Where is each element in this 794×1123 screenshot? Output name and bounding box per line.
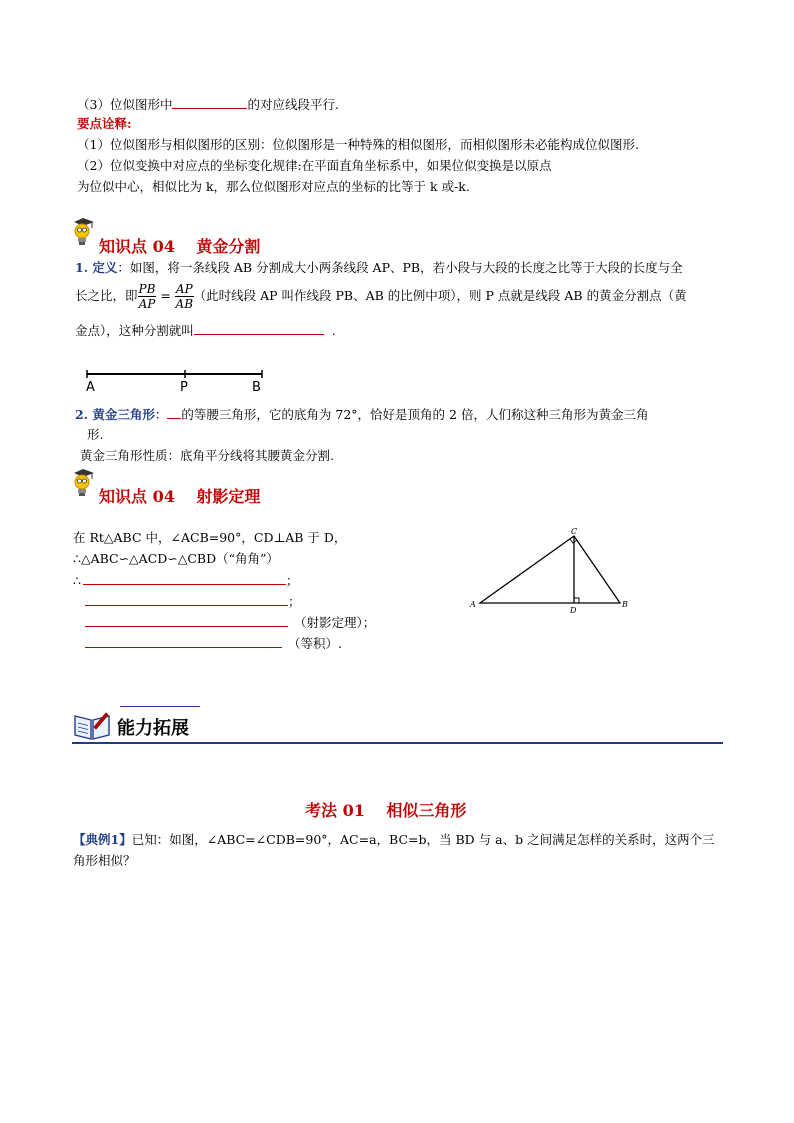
therefore-symbol: ∴	[73, 573, 81, 588]
key-points-title: 要点诠释:	[77, 116, 132, 131]
projection-line2: ∴△ABC∽△ACD∽△CBD（“角角”）	[73, 551, 279, 566]
golden-section-name-blank[interactable]	[194, 322, 324, 335]
example-line1	[73, 832, 715, 848]
golden-definition-line2-prefix: 长之比，即	[75, 288, 138, 303]
golden-definition-line3-prefix: 金点），这种分割就叫	[75, 323, 194, 338]
golden-triangle-blank[interactable]	[167, 406, 181, 419]
item-3-blank[interactable]	[172, 96, 247, 109]
golden-triangle-text: 的等腰三角形，它的底角为 72°，恰好是顶角的 2 倍，人们称这种三角形为黄金三角	[181, 407, 649, 422]
section-title: 能力拓展	[117, 718, 189, 739]
bulb-scholar-icon	[70, 216, 96, 248]
figure-label-c: C	[571, 527, 578, 536]
projection-line5	[85, 614, 375, 631]
projection-note-3: （射影定理）；	[294, 615, 376, 630]
golden-section-heading: 知识点 04 黄金分割	[99, 237, 261, 256]
projection-line4	[85, 593, 301, 610]
golden-triangle-property: 黄金三角形性质：底角平分线将其腰黄金分割.	[80, 448, 334, 463]
segment-ab-figure	[82, 366, 272, 396]
example-line2: 角形相似？	[73, 853, 136, 868]
projection-line3	[73, 572, 298, 589]
golden-definition-label: 1. 定义	[75, 260, 118, 275]
fraction-pb-ap	[138, 282, 157, 311]
fraction-pb-ap-denominator: AP	[138, 296, 156, 311]
segment-label-a: A	[86, 380, 95, 395]
golden-triangle-line2: 形.	[87, 427, 104, 442]
fraction-ap-ab	[175, 282, 194, 311]
key-point-2-line1: （2）位似变换中对应点的坐标变化规律:在平面直角坐标系中，如果位似变换是以原点	[77, 158, 552, 173]
right-triangle-figure	[466, 524, 636, 616]
projection-semicolon-2: ；	[288, 594, 301, 609]
item-3	[77, 96, 339, 113]
fraction-ap-ab-numerator: AP	[175, 281, 193, 296]
figure-label-b: B	[622, 600, 628, 609]
method-heading: 考法 01 相似三角形	[305, 801, 467, 820]
section-top-rule	[120, 706, 200, 707]
golden-triangle-label: 2. 黄金三角形	[75, 407, 155, 422]
projection-note-4: （等积）.	[288, 636, 342, 651]
bulb-scholar-icon	[70, 467, 96, 499]
figure-label-a: A	[470, 600, 476, 609]
section-bottom-rule	[72, 742, 723, 744]
key-point-2-line2: 为位似中心，相似比为 k，那么位似图形对应点的坐标的比等于 k 或-k.	[77, 179, 470, 194]
item-3-prefix: （3）位似图形中	[77, 97, 173, 112]
golden-definition-line3-suffix: .	[331, 323, 336, 338]
golden-definition-line2-suffix: （此时线段 AP 叫作线段 PB、AB 的比例中项），则 P 点就是线段 AB 的黄金分割点（黄	[193, 288, 687, 303]
projection-blank-4[interactable]	[85, 635, 282, 648]
projection-line6	[85, 635, 342, 652]
equals-sign: =	[160, 288, 171, 303]
golden-definition-line3	[75, 322, 336, 339]
projection-blank-1[interactable]	[83, 572, 286, 585]
golden-triangle-colon: ：	[154, 407, 168, 422]
triangle-abc	[480, 536, 620, 603]
fraction-ap-ab-denominator: AB	[175, 296, 194, 311]
item-3-suffix: 的对应线段平行.	[247, 97, 339, 112]
golden-triangle-line1	[75, 406, 648, 423]
segment-label-p: P	[180, 380, 188, 395]
projection-line1: 在 Rt△ABC 中，∠ACB=90°，CD⊥AB 于 D，	[73, 530, 347, 545]
right-angle-mark-d	[574, 598, 579, 603]
golden-definition-line2	[75, 278, 687, 314]
golden-definition-line1	[75, 260, 683, 276]
golden-definition-text: ：如图，将一条线段 AB 分割成大小两条线段 AP、PB，若小段与大段的长度之比等于大段的长度与全	[117, 260, 683, 275]
projection-theorem-heading: 知识点 04 射影定理	[99, 487, 261, 506]
example-text: 已知：如图，∠ABC=∠CDB=90°，AC=a，BC=b，当 BD 与 a、b 之间满足怎样的关系时，这两个三	[131, 832, 715, 847]
segment-label-b: B	[252, 380, 261, 395]
projection-semicolon-1: ；	[285, 573, 299, 588]
fraction-pb-ap-numerator: PB	[138, 281, 156, 296]
open-book-icon	[72, 708, 112, 742]
example-label: 【典例1】	[73, 832, 132, 847]
key-point-1: （1）位似图形与相似图形的区别：位似图形是一种特殊的相似图形，而相似图形未必能构成位似图形.	[77, 137, 639, 152]
projection-blank-2[interactable]	[85, 593, 288, 606]
figure-label-d: D	[570, 606, 577, 615]
projection-blank-3[interactable]	[85, 614, 288, 627]
